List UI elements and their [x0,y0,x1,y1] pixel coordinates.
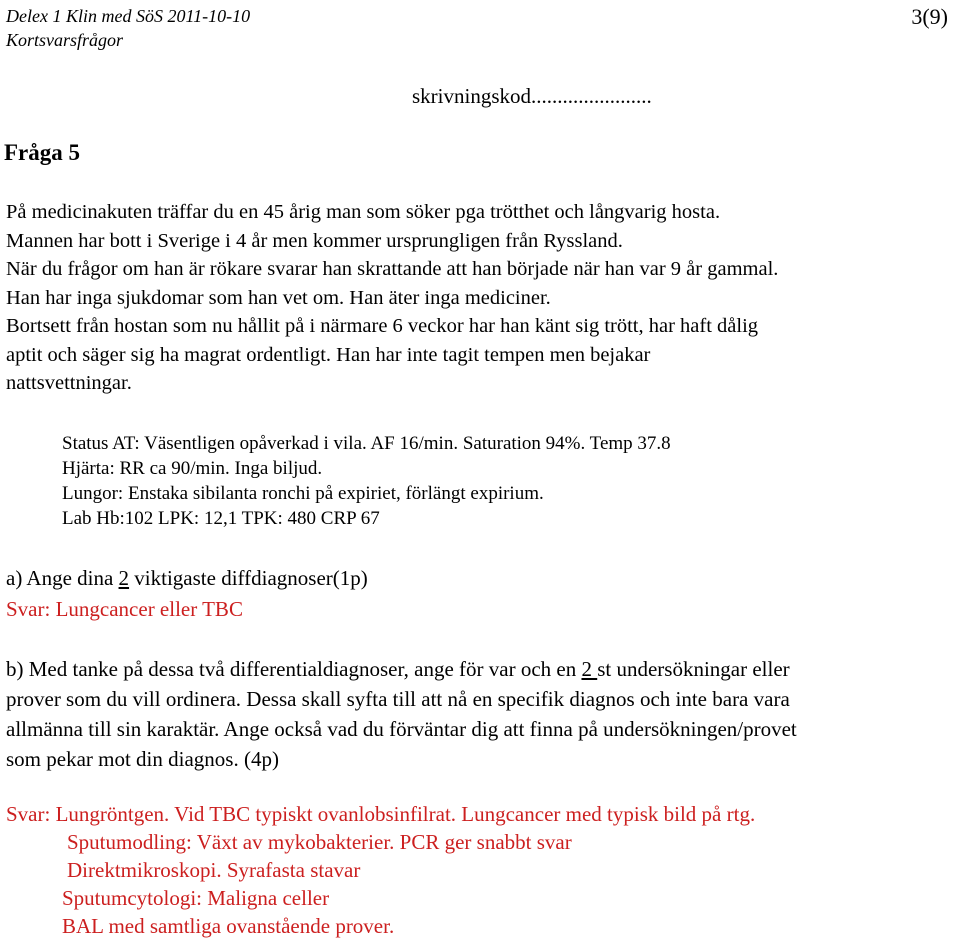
status-line: Hjärta: RR ca 90/min. Inga biljud. [62,458,323,479]
part-a-suffix: viktigaste diffdiagnoser(1p) [129,566,368,590]
part-a-emphasis: 2 [118,566,130,590]
status-line: Status AT: Väsentligen opåverkad i vila. AF 16/min. Saturation 94%. Temp 37.8 [62,433,671,454]
part-b-line: allmänna till sin karaktär. Ange också vad du förväntar dig att finna på undersökningen/provet [6,717,797,741]
part-b-line [6,654,797,684]
question-part-b [6,654,797,774]
case-line: nattsvettningar. [6,372,132,394]
header-title: Delex 1 Klin med SöS 2011-10-10 [6,6,251,26]
part-b-line: prover som du vill ordinera. Dessa skall syfta till att nå en specifik diagnos och inte bara vara [6,687,790,711]
status-line: Lab Hb:102 LPK: 12,1 TPK: 480 CRP 67 [62,508,380,529]
answer-part-b-line: Sputumcytologi: Maligna celler [62,886,330,910]
question-heading: Fråga 5 [4,140,81,165]
case-line: Mannen har bott i Sverige i 4 år men kommer ursprungligen från Ryssland. [6,229,623,252]
page-number: 3(9) [911,4,948,29]
document-header [6,4,250,52]
case-line: På medicinakuten träffar du en 45 årig man som söker pga trötthet och långvarig hosta. [6,201,721,223]
case-line: aptit och säger sig ha magrat ordentligt. Han har inte tagit tempen men bejakar [6,343,651,366]
status-findings [62,431,671,531]
answer-part-b-line: Direktmikroskopi. Syrafasta stavar [67,858,361,882]
status-line: Lungor: Enstaka sibilanta ronchi på expiriet, förlängt expirium. [62,483,544,504]
answer-part-b-line: Sputumodling: Växt av mykobakterier. PCR ger snabbt svar [67,830,572,854]
header-subtitle: Kortsvarsfrågor [6,30,124,50]
exam-code-field: skrivningskod....................... [412,84,652,108]
answer-part-b-line: Svar: Lungröntgen. Vid TBC typiskt ovanlobsinfilrat. Lungcancer med typisk bild på rtg. [6,802,756,826]
case-line: När du frågor om han är rökare svarar han skrattande att han började när han var 9 år gammal. [6,258,779,280]
question-part-a [6,566,368,591]
case-description [6,198,778,398]
part-a-prefix: a) Ange dina [6,566,119,590]
part-b-line: som pekar mot din diagnos. (4p) [6,747,279,771]
answer-part-b-line: BAL med samtliga ovanstående prover. [62,914,395,938]
case-line: Bortsett från hostan som nu hållit på i närmare 6 veckor har han känt sig trött, har haft dålig [6,315,759,337]
part-b-emphasis: 2 [581,657,598,681]
answer-part-a: Svar: Lungcancer eller TBC [6,597,243,621]
part-b-suffix: st undersökningar eller [597,657,790,681]
case-line: Han har inga sjukdomar som han vet om. Han äter inga mediciner. [6,286,551,309]
part-b-prefix: b) Med tanke på dessa två differentialdiagnoser, ange för var och en [6,657,582,681]
